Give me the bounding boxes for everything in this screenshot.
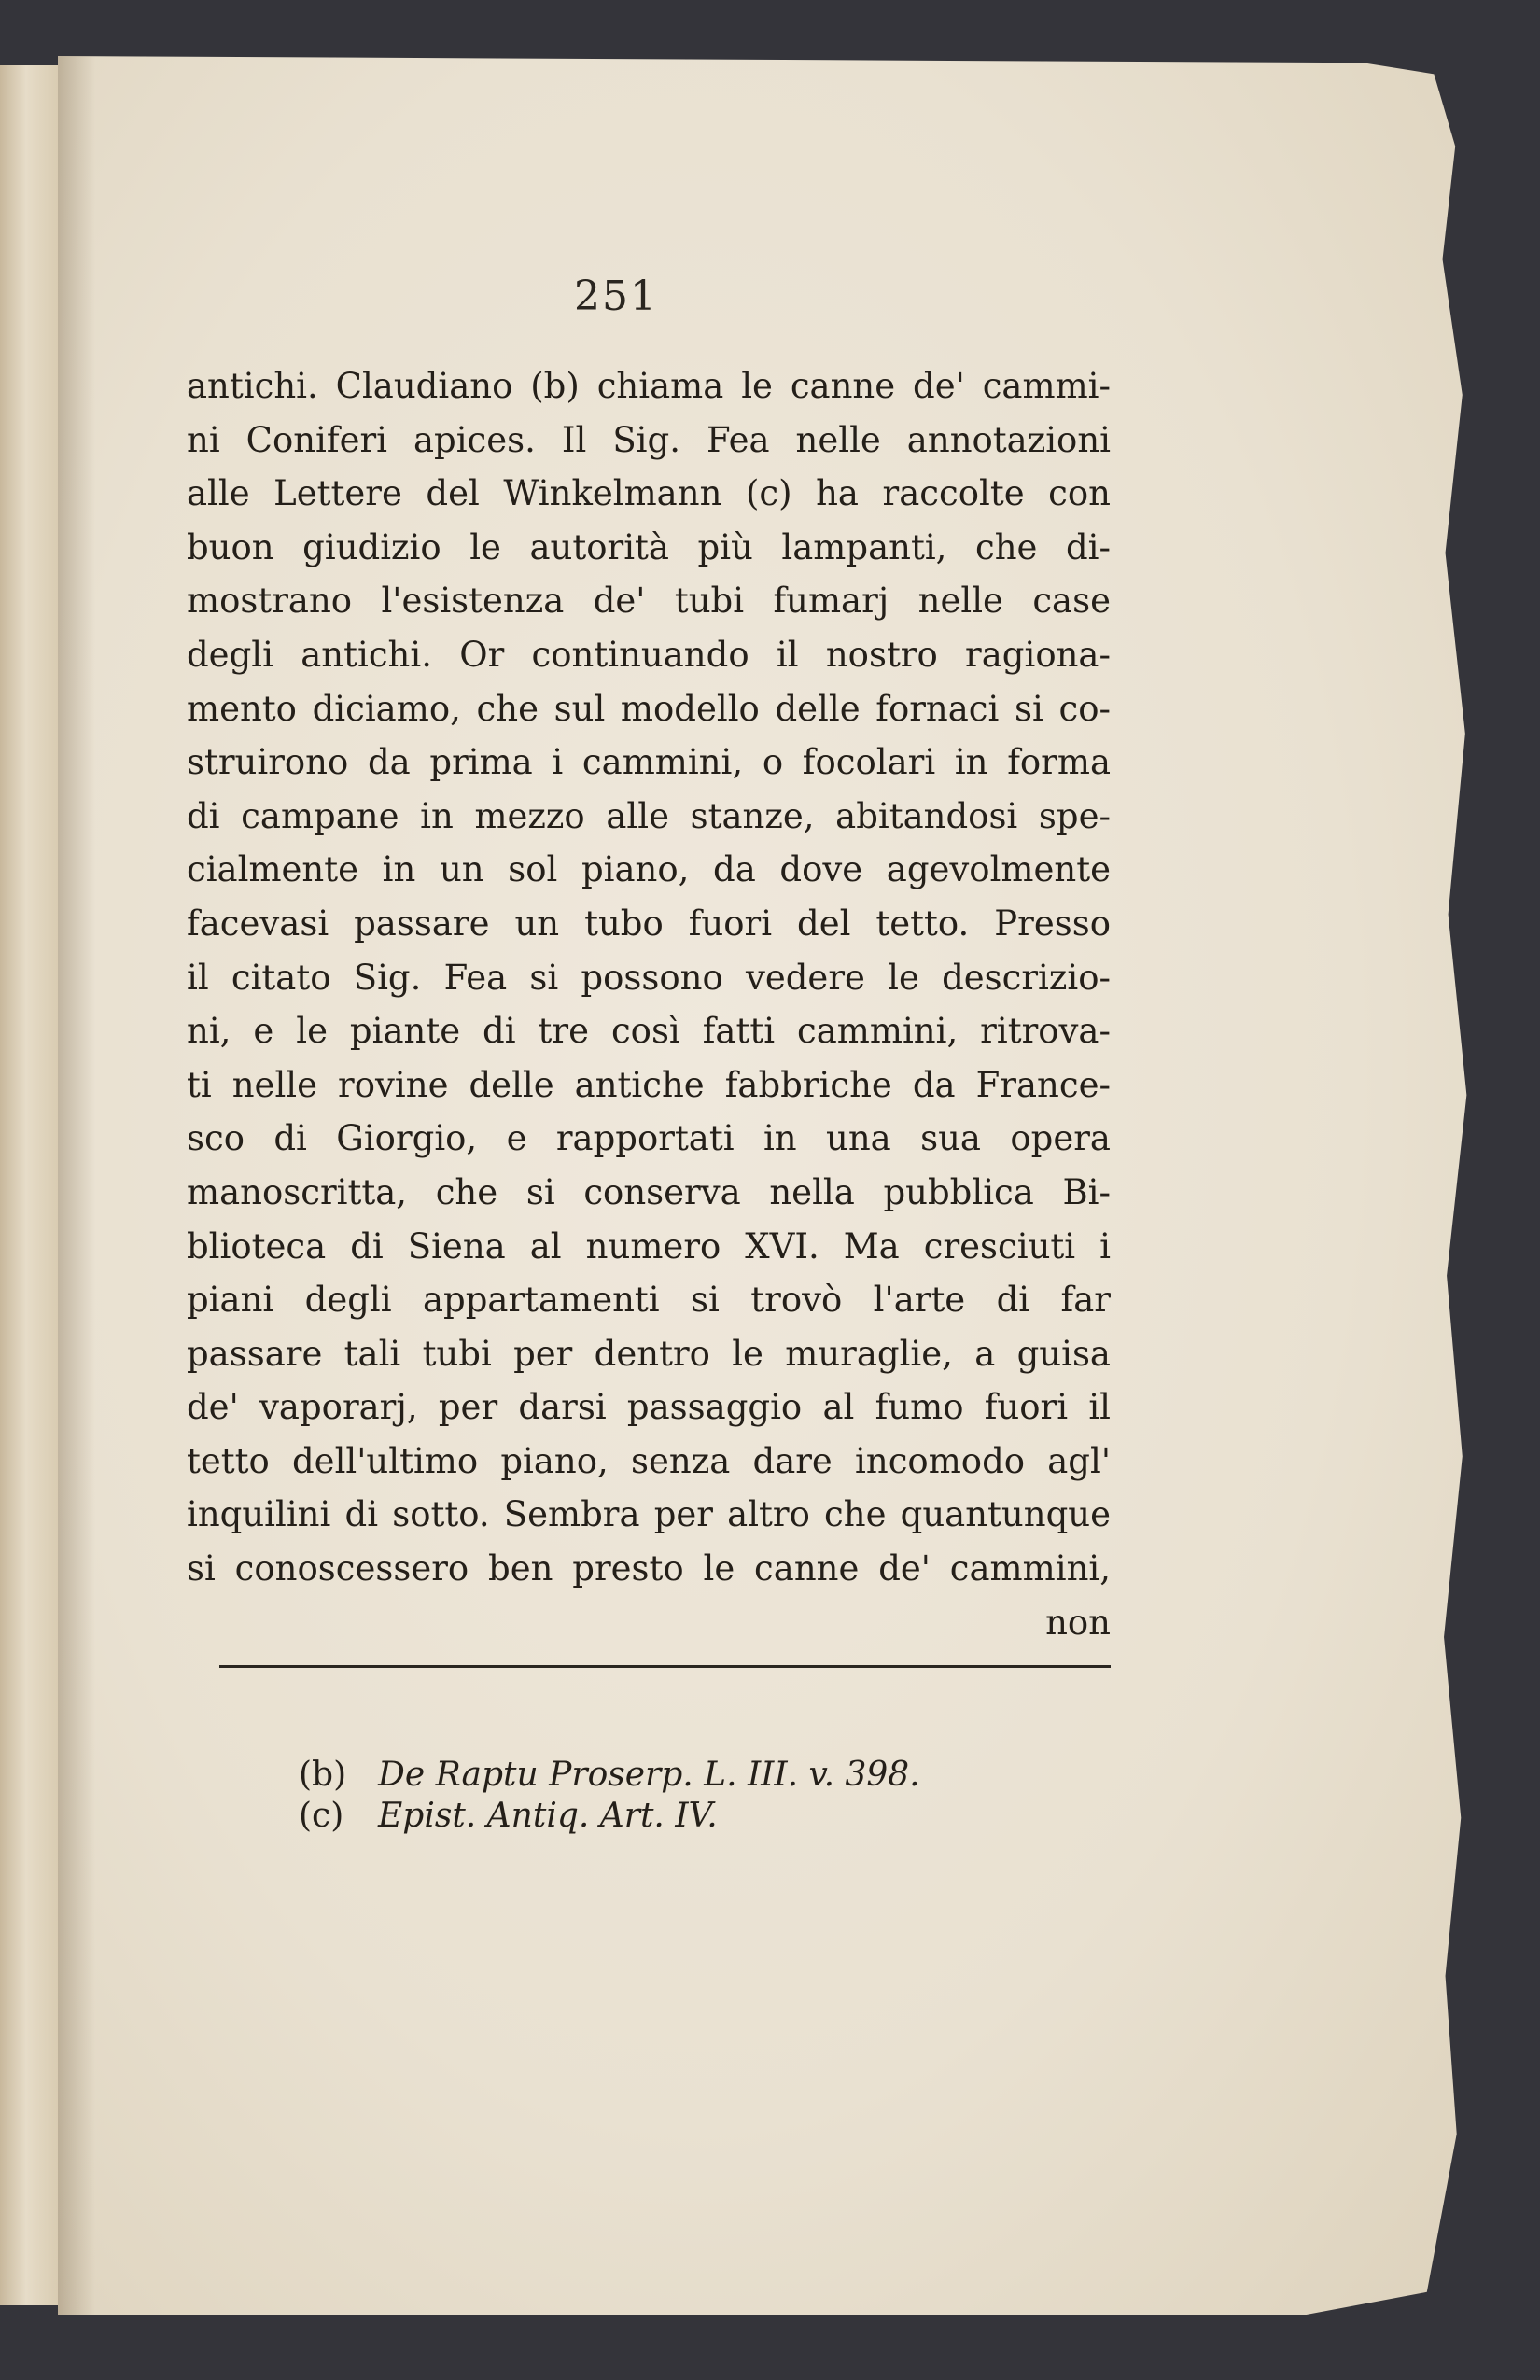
body-text <box>187 359 1111 1649</box>
text-line: de' vaporarj, per darsi passaggio al fumo fuori il <box>187 1387 1111 1428</box>
text-line: cialmente in un sol piano, da dove agevolmente <box>187 849 1111 890</box>
footnote <box>299 1755 1064 1796</box>
text-line: buon giudizio le autorità più lampanti, che di- <box>187 526 1111 567</box>
text-line: antichi. Claudiano (b) chiama le canne de' cammi- <box>187 366 1111 406</box>
footnote-text: Epist. Antiq. Art. IV. <box>378 1797 718 1835</box>
gutter-shadow <box>58 56 95 2315</box>
footnote-mark: (c) <box>299 1797 344 1835</box>
footnote-text: De Raptu Proserp. L. III. v. 398. <box>378 1756 920 1794</box>
footnote-mark: (b) <box>299 1756 347 1794</box>
previous-page-edge <box>0 65 60 2305</box>
text-line: ni, e le piante di tre così fatti cammini, ritrova- <box>187 1011 1111 1052</box>
text-line: sco di Giorgio, e rapportati in una sua opera <box>187 1118 1111 1159</box>
page-number: 251 <box>574 273 658 320</box>
text-line: ni Coniferi apices. Il Sig. Fea nelle annotazioni <box>187 419 1111 460</box>
text-line: degli antichi. Or continuando il nostro ragiona- <box>187 634 1111 675</box>
text-line: ti nelle rovine delle antiche fabbriche da France- <box>187 1064 1111 1105</box>
text-line: passare tali tubi per dentro le muraglie, a guisa <box>187 1333 1111 1374</box>
text-line: inquilini di sotto. Sembra per altro che quantunque <box>187 1494 1111 1535</box>
text-line: mostrano l'esistenza de' tubi fumarj nelle case <box>187 581 1111 622</box>
text-line: mento diciamo, che sul modello delle fornaci si co- <box>187 688 1111 729</box>
footnote <box>299 1796 1064 1837</box>
text-line: di campane in mezzo alle stanze, abitandosi spe- <box>187 795 1111 836</box>
text-line: struirono da prima i cammini, o focolari in forma <box>187 742 1111 783</box>
footnote-rule <box>219 1665 1111 1668</box>
text-line: facevasi passare un tubo fuori del tetto. Presso <box>187 903 1111 944</box>
text-line: alle Lettere del Winkelmann (c) ha raccolte con <box>187 473 1111 514</box>
text-line: tetto dell'ultimo piano, senza dare incomodo agl' <box>187 1440 1111 1481</box>
footnotes <box>299 1755 1064 1837</box>
text-line: si conoscessero ben presto le canne de' cammini, <box>187 1548 1111 1589</box>
text-line: piani degli appartamenti si trovò l'arte di far <box>187 1280 1111 1321</box>
catchword: non <box>1045 1602 1111 1643</box>
text-line: il citato Sig. Fea si possono vedere le descrizio- <box>187 957 1111 998</box>
text-line: manoscritta, che si conserva nella pubblica Bi- <box>187 1171 1111 1212</box>
text-line: blioteca di Siena al numero XVI. Ma cresciuti i <box>187 1225 1111 1267</box>
